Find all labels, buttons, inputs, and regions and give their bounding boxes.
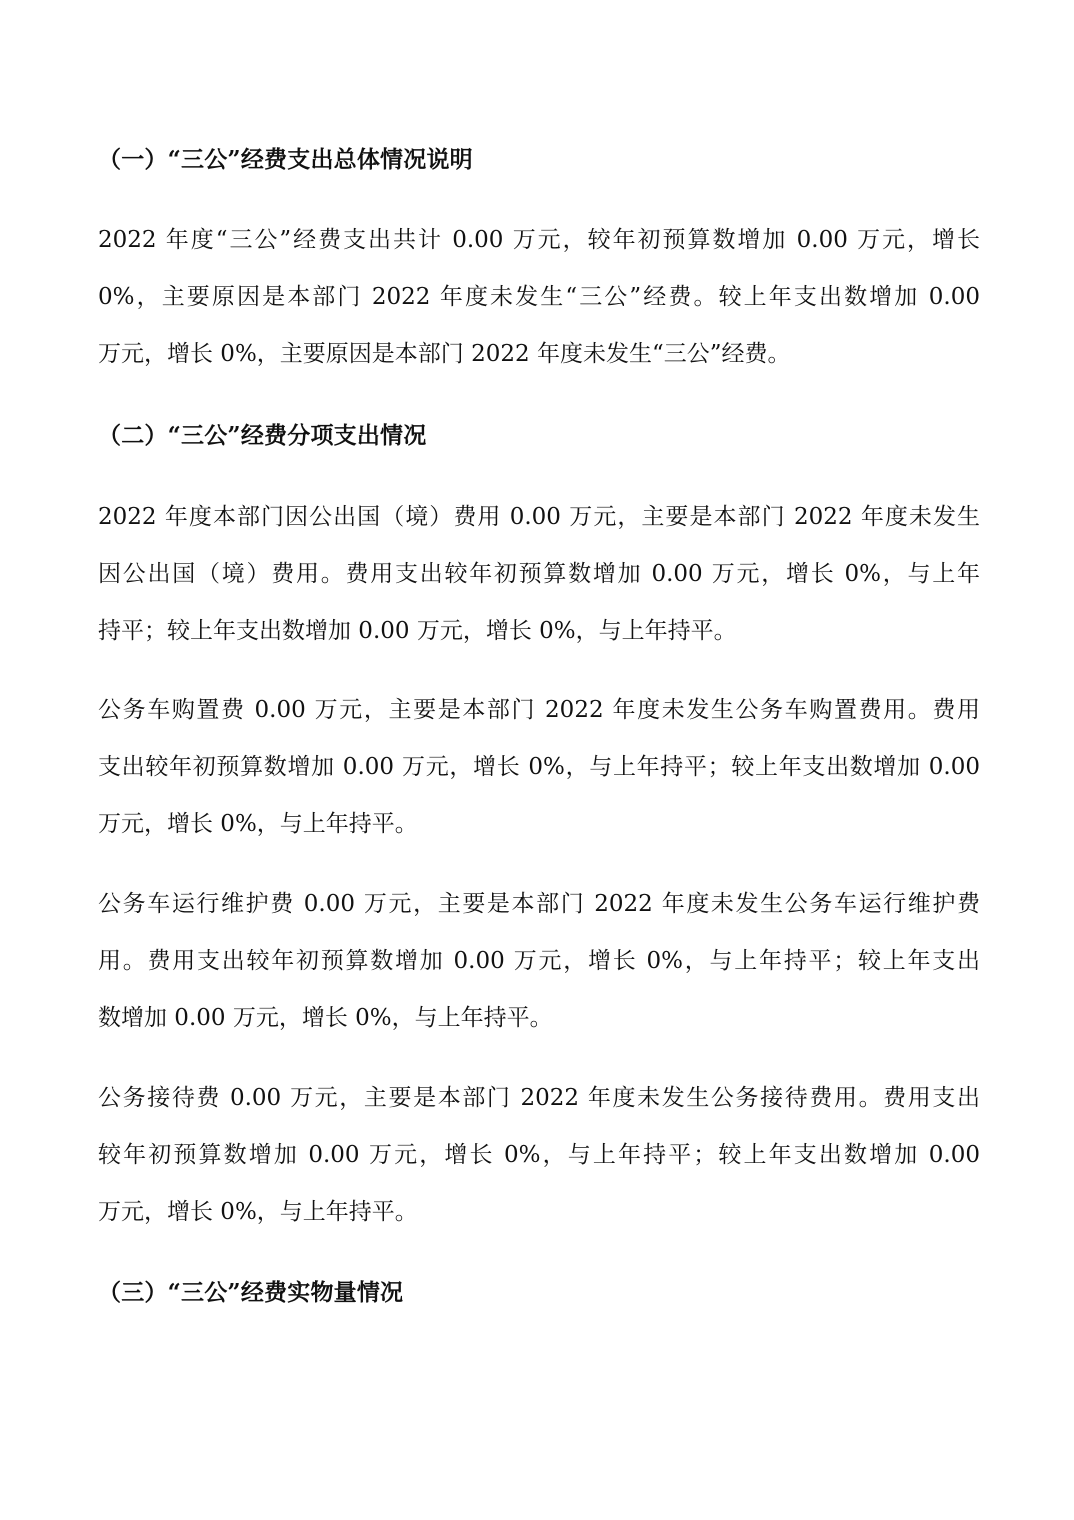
paragraph-line: 公务车购置费 0.00 万元，主要是本部门 2022 年度未发生公务车购置费用。费用 [98, 697, 980, 723]
paragraph-line: 较年初预算数增加 0.00 万元，增长 0%，与上年持平；较上年支出数增加 0.00 [98, 1142, 980, 1168]
paragraph-line: 万元，增长 0%，与上年持平。 [98, 1199, 418, 1225]
paragraph-vehicle-purchase [98, 695, 980, 866]
paragraph-line: 万元，增长 0%，与上年持平。 [98, 811, 418, 837]
paragraph-overseas-travel [98, 502, 980, 673]
paragraph-line: 因公出国（境）费用。费用支出较年初预算数增加 0.00 万元，增长 0%，与上年 [98, 561, 980, 587]
paragraph-line: 万元，增长 0%，主要原因是本部门 2022 年度未发生“三公”经费。 [98, 341, 791, 367]
paragraph-line: 用。费用支出较年初预算数增加 0.00 万元，增长 0%，与上年持平；较上年支出 [98, 948, 980, 974]
paragraph-line: 2022 年度“三公”经费支出共计 0.00 万元，较年初预算数增加 0.00 万元，增长 [98, 227, 980, 253]
section-heading-1: （一）“三公”经费支出总体情况说明 [98, 146, 473, 173]
paragraph-line: 0%，主要原因是本部门 2022 年度未发生“三公”经费。较上年支出数增加 0.00 [98, 284, 980, 310]
paragraph-official-reception [98, 1083, 980, 1254]
paragraph-line: 数增加 0.00 万元，增长 0%，与上年持平。 [98, 1005, 553, 1031]
paragraph-line: 支出较年初预算数增加 0.00 万元，增长 0%，与上年持平；较上年支出数增加 0.00 [98, 754, 980, 780]
section-heading-2: （二）“三公”经费分项支出情况 [98, 422, 427, 449]
paragraph-vehicle-maintenance [98, 889, 980, 1060]
paragraph-line: 公务接待费 0.00 万元，主要是本部门 2022 年度未发生公务接待费用。费用支出 [98, 1085, 980, 1111]
section-heading-3: （三）“三公”经费实物量情况 [98, 1279, 404, 1306]
paragraph-line: 2022 年度本部门因公出国（境）费用 0.00 万元，主要是本部门 2022 年度未发生 [98, 504, 980, 530]
paragraph-line: 公务车运行维护费 0.00 万元，主要是本部门 2022 年度未发生公务车运行维护费 [98, 891, 980, 917]
paragraph-overall-expenditure [98, 225, 980, 396]
paragraph-line: 持平；较上年支出数增加 0.00 万元，增长 0%，与上年持平。 [98, 618, 737, 644]
